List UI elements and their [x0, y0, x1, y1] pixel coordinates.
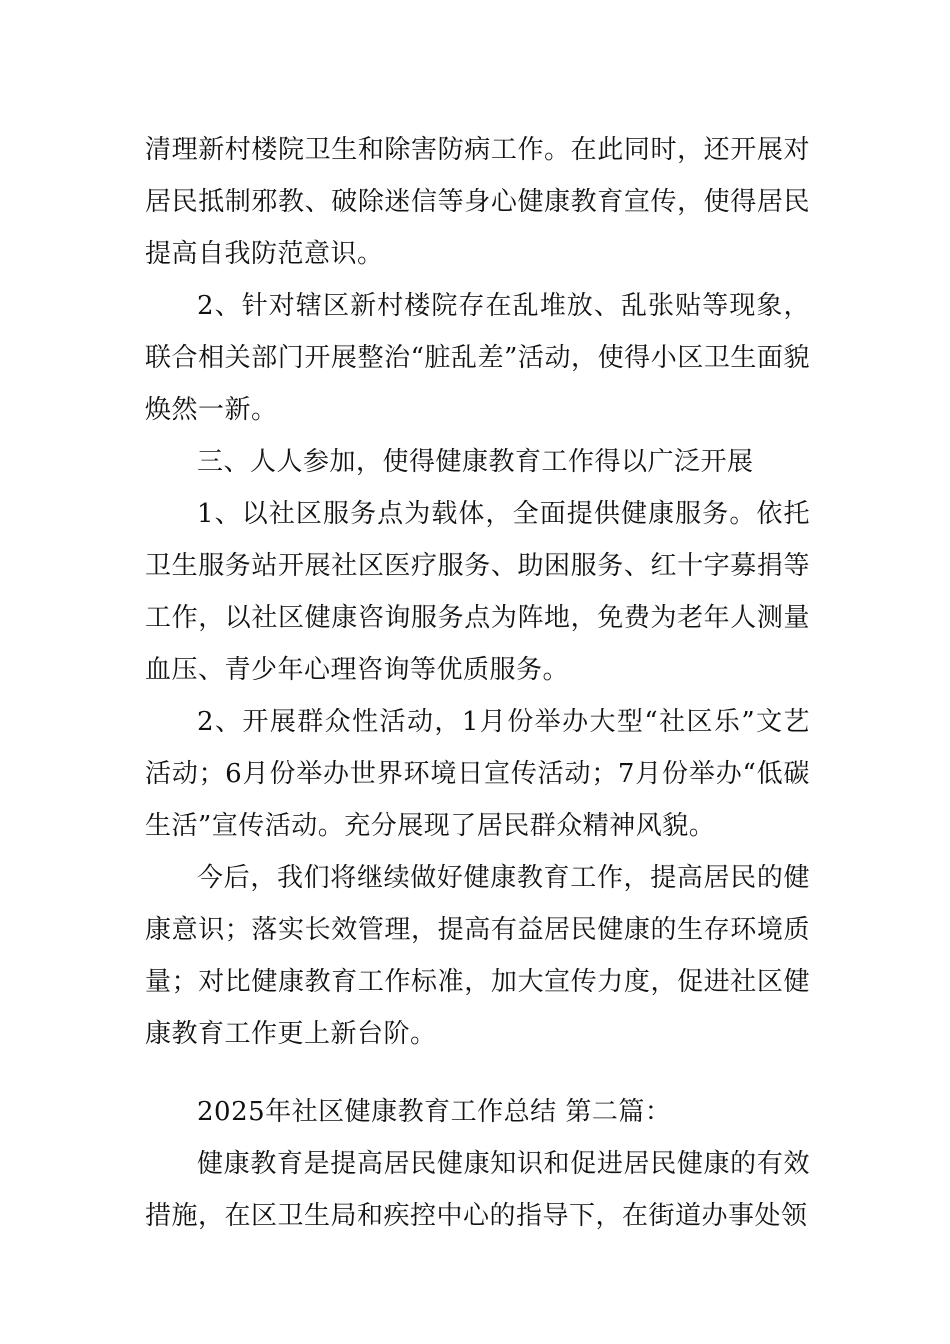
paragraph-item-1-service: 1、以社区服务点为载体，全面提供健康服务。依托卫生服务站开展社区医疗服务、助困服务、红十字募捐等工作，以社区健康咨询服务点为阵地，免费为老年人测量血压、青少年心理咨询等优质服务。: [145, 499, 810, 685]
paragraph-item-2-activities: 2、开展群众性活动，1月份举办大型“社区乐”文艺活动；6月份举办世界环境日宣传活动；7月份举办“低碳生活”宣传活动。充分展现了居民群众精神风貌。: [145, 707, 810, 841]
article-heading-part-two: 2025年社区健康教育工作总结 第二篇：: [197, 1097, 672, 1127]
section-heading-three: 三、人人参加，使得健康教育工作得以广泛开展: [197, 447, 754, 477]
paragraph-item-2: 2、针对辖区新村楼院存在乱堆放、乱张贴等现象，联合相关部门开展整治“脏乱差”活动，使得小区卫生面貌焕然一新。: [145, 291, 810, 425]
paragraph-future-plans: 今后，我们将继续做好健康教育工作，提高居民的健康意识；落实长效管理，提高有益居民健康的生存环境质量；对比健康教育工作标准，加大宣传力度，促进社区健康教育工作更上新台阶。: [145, 863, 810, 1049]
paragraph-continuation: 清理新村楼院卫生和除害防病工作。在此同时，还开展对居民抵制邪教、破除迷信等身心健康教育宣传，使得居民提高自我防范意识。: [145, 135, 810, 269]
paragraph-part-two-intro: 健康教育是提高居民健康知识和促进居民健康的有效措施，在区卫生局和疾控中心的指导下，在街道办事处领: [145, 1149, 810, 1231]
